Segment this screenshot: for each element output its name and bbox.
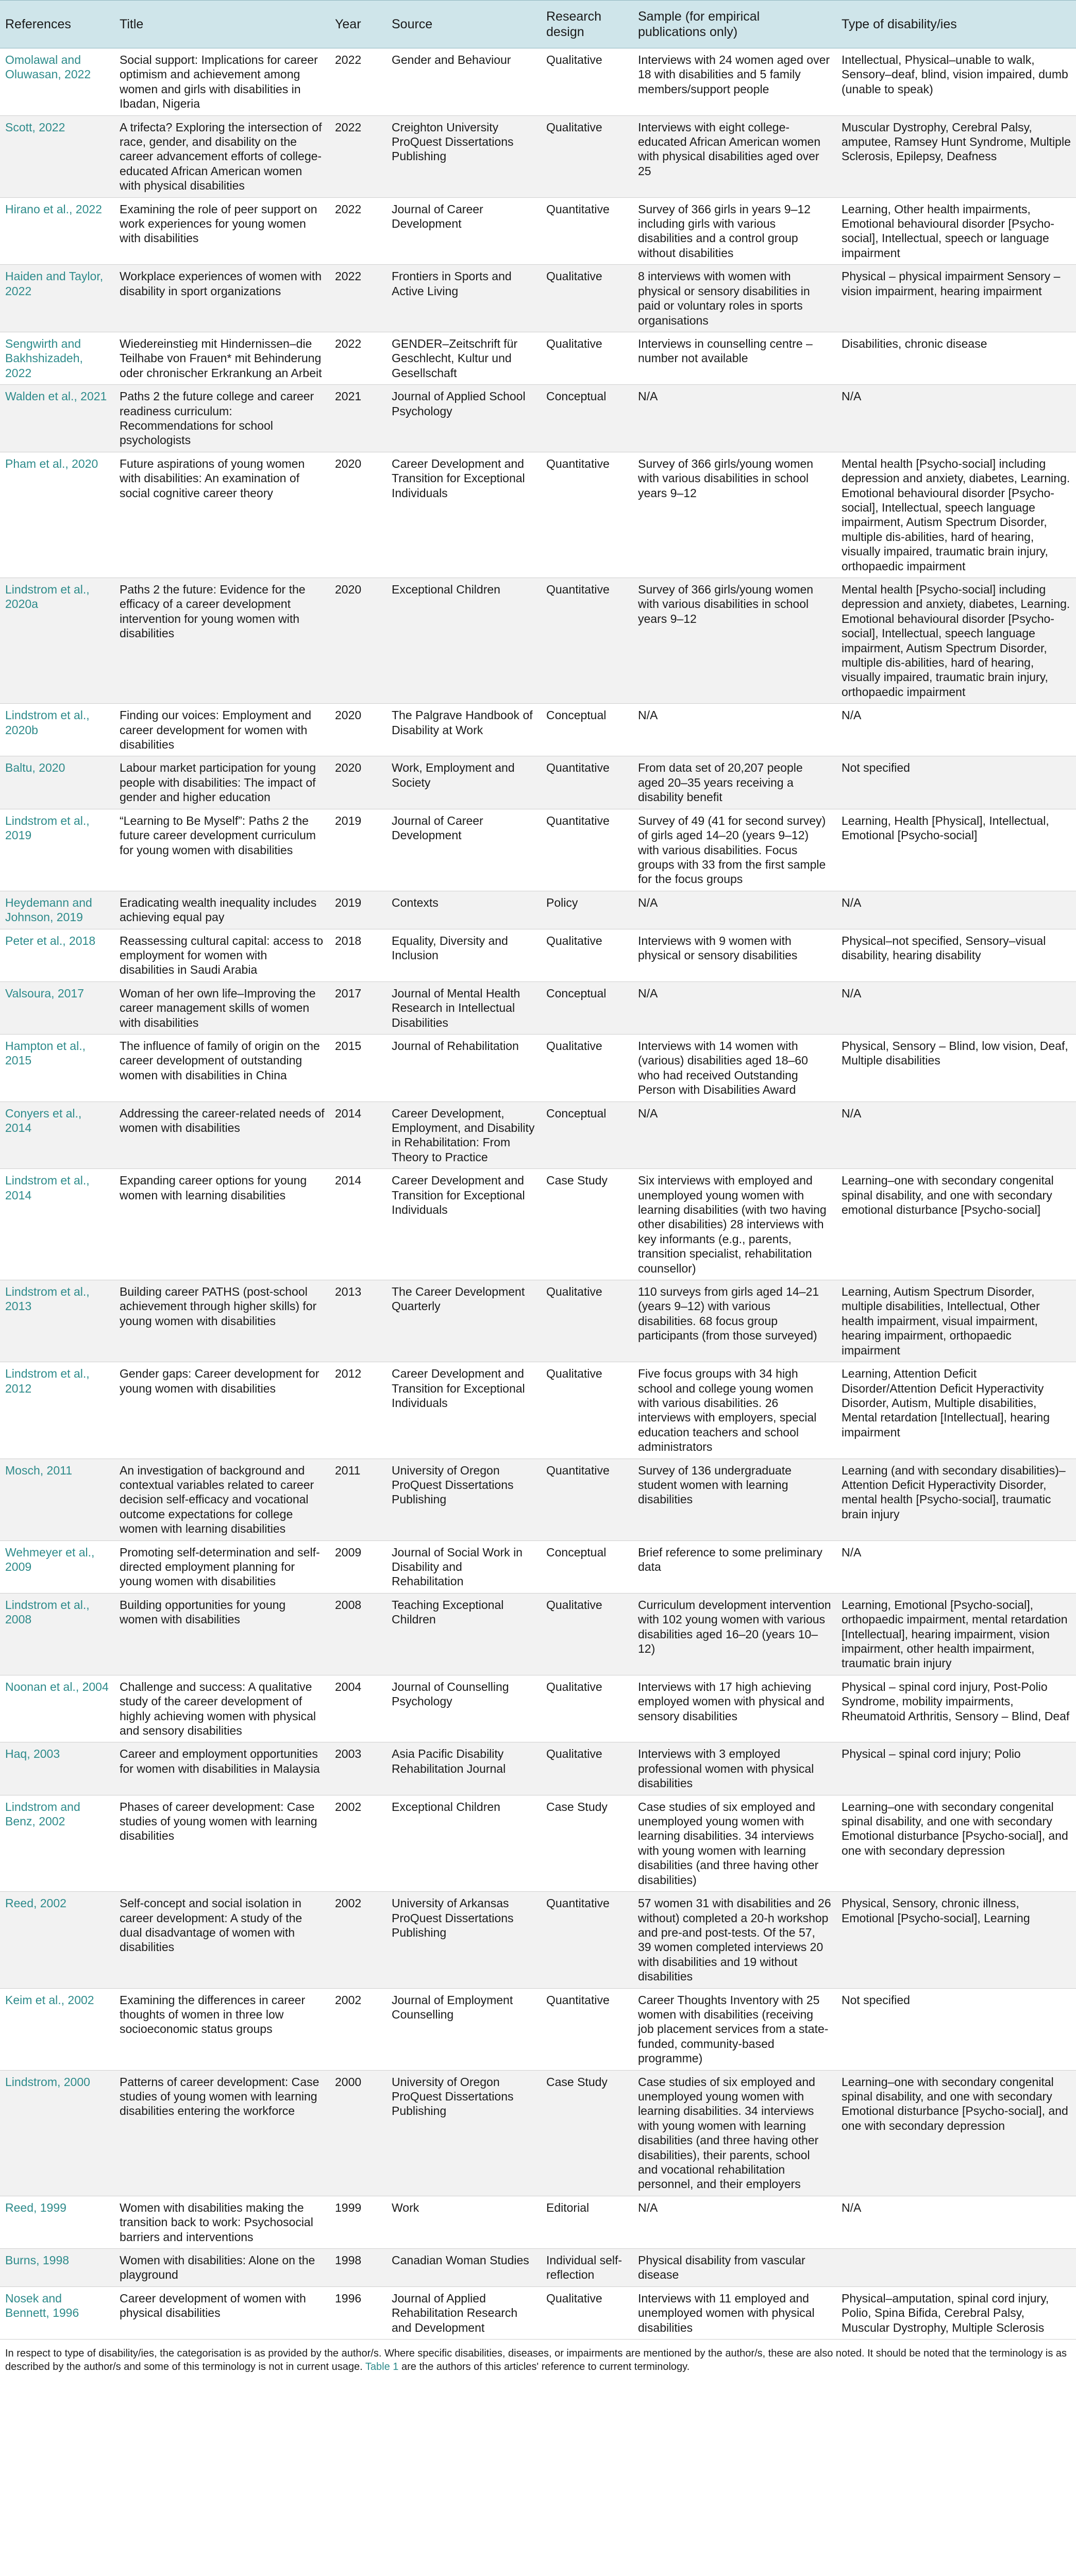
- cell-disability-type: Physical – spinal cord injury; Polio: [836, 1742, 1076, 1795]
- cell-year: 1999: [330, 2196, 386, 2248]
- cell-disability-type: Learning, Other health impairments, Emotional behavioural disorder [Psycho-social], Intellectual, speech or language impairment: [836, 197, 1076, 265]
- cell-sample: Survey of 49 (41 for second survey) of girls aged 14–20 (years 9–12) with various disabilities. Focus groups with 33 from the first sample for the focus groups: [633, 809, 836, 891]
- cell-sample: Interviews with 17 high achieving employed women with physical and sensory disabilities: [633, 1675, 836, 1742]
- cell-reference[interactable]: Pham et al., 2020: [0, 452, 114, 578]
- cell-reference[interactable]: Lindstrom et al., 2012: [0, 1362, 114, 1459]
- cell-research-design: Qualitative: [541, 1034, 633, 1101]
- cell-disability-type: N/A: [836, 891, 1076, 929]
- cell-sample: Survey of 366 girls in years 9–12 including girls with various disabilities and a control group without disabilities: [633, 197, 836, 265]
- cell-title: The influence of family of origin on the career development of outstanding women with disabilities in China: [114, 1034, 330, 1101]
- cell-sample: Survey of 136 undergraduate student women with learning disabilities: [633, 1459, 836, 1540]
- cell-source: Work, Employment and Society: [386, 756, 541, 809]
- cell-disability-type: Learning, Health [Physical], Intellectual, Emotional [Psycho-social]: [836, 809, 1076, 891]
- cell-source: Career Development and Transition for Exceptional Individuals: [386, 1169, 541, 1280]
- cell-research-design: Editorial: [541, 2196, 633, 2248]
- cell-year: 2022: [330, 332, 386, 384]
- cell-source: Journal of Career Development: [386, 197, 541, 265]
- cell-title: Women with disabilities making the transition back to work: Psychosocial barriers and interventions: [114, 2196, 330, 2248]
- table-row: [0, 1034, 1076, 1101]
- cell-sample: 8 interviews with women with physical or sensory disabilities in paid or voluntary roles in sports organisations: [633, 265, 836, 332]
- cell-year: 2002: [330, 1795, 386, 1891]
- cell-reference[interactable]: Noonan et al., 2004: [0, 1675, 114, 1742]
- cell-source: The Palgrave Handbook of Disability at Work: [386, 704, 541, 756]
- footnote-text-1: In respect to type of disability/ies, the categorisation is as provided by the author/s. Where specific disabilities, diseases, or impairments are mentioned by the author/s, these are also noted. It should be noted that the terminology is as described by the author/s and some of this terminology is not in current usage.: [5, 2348, 1067, 2373]
- cell-reference[interactable]: Reed, 2002: [0, 1892, 114, 1988]
- cell-source: Career Development and Transition for Exceptional Individuals: [386, 1362, 541, 1459]
- cell-reference[interactable]: Lindstrom et al., 2020a: [0, 578, 114, 704]
- table-row: [0, 1101, 1076, 1169]
- cell-disability-type: Physical, Sensory – Blind, low vision, Deaf, Multiple disabilities: [836, 1034, 1076, 1101]
- table-row: [0, 2070, 1076, 2196]
- table-row: [0, 578, 1076, 704]
- cell-source: Gender and Behaviour: [386, 48, 541, 116]
- table-row: [0, 332, 1076, 384]
- cell-sample: Five focus groups with 34 high school and college young women with various disabilities. 26 interviews with employers, special education teachers and school administrators: [633, 1362, 836, 1459]
- cell-research-design: Policy: [541, 891, 633, 929]
- cell-research-design: Conceptual: [541, 704, 633, 756]
- cell-disability-type: Disabilities, chronic disease: [836, 332, 1076, 384]
- cell-reference[interactable]: Hampton et al., 2015: [0, 1034, 114, 1101]
- cell-disability-type: Physical – spinal cord injury, Post-Polio Syndrome, mobility impairments, Rheumatoid Arthritis, Sensory – Blind, Deaf: [836, 1675, 1076, 1742]
- cell-disability-type: Physical–amputation, spinal cord injury, Polio, Spina Bifida, Cerebral Palsy, Muscular Dystrophy, Multiple Sclerosis: [836, 2286, 1076, 2339]
- cell-disability-type: N/A: [836, 2196, 1076, 2248]
- cell-title: Career development of women with physical disabilities: [114, 2286, 330, 2339]
- table-row: [0, 1675, 1076, 1742]
- cell-disability-type: Not specified: [836, 1988, 1076, 2070]
- cell-research-design: Conceptual: [541, 1101, 633, 1169]
- table-row: [0, 115, 1076, 197]
- cell-title: Workplace experiences of women with disability in sport organizations: [114, 265, 330, 332]
- cell-sample: Interviews in counselling centre – number not available: [633, 332, 836, 384]
- cell-title: Challenge and success: A qualitative study of the career development of highly achieving women with physical and sensory disabilities: [114, 1675, 330, 1742]
- cell-research-design: Quantitative: [541, 1892, 633, 1988]
- cell-sample: N/A: [633, 1101, 836, 1169]
- table-row: [0, 1593, 1076, 1675]
- cell-year: 2022: [330, 265, 386, 332]
- table-row: [0, 1169, 1076, 1280]
- cell-title: Addressing the career-related needs of women with disabilities: [114, 1101, 330, 1169]
- cell-sample: 110 surveys from girls aged 14–21 (years 9–12) with various disabilities. 68 focus group participants (from those surveyed): [633, 1280, 836, 1362]
- cell-year: 2020: [330, 452, 386, 578]
- cell-source: Frontiers in Sports and Active Living: [386, 265, 541, 332]
- cell-source: Career Development, Employment, and Disability in Rehabilitation: From Theory to Practice: [386, 1101, 541, 1169]
- cell-sample: 57 women 31 with disabilities and 26 without) completed a 20-h workshop and pre-and post-tests. Of the 57, 39 women completed interviews 20 with disabilities and 19 without disabilities: [633, 1892, 836, 1988]
- cell-source: Equality, Diversity and Inclusion: [386, 929, 541, 981]
- table-row: [0, 929, 1076, 981]
- cell-reference[interactable]: Haiden and Taylor, 2022: [0, 265, 114, 332]
- cell-source: Creighton University ProQuest Dissertations Publishing: [386, 115, 541, 197]
- table-row: [0, 2249, 1076, 2287]
- cell-disability-type: Physical – physical impairment Sensory – vision impairment, hearing impairment: [836, 265, 1076, 332]
- cell-reference[interactable]: Sengwirth and Bakhshizadeh, 2022: [0, 332, 114, 384]
- cell-research-design: Quantitative: [541, 809, 633, 891]
- cell-year: 2000: [330, 2070, 386, 2196]
- cell-research-design: Qualitative: [541, 1675, 633, 1742]
- cell-title: Paths 2 the future: Evidence for the efficacy of a career development intervention for young women with disabilities: [114, 578, 330, 704]
- cell-source: Career Development and Transition for Exceptional Individuals: [386, 452, 541, 578]
- cell-disability-type: Muscular Dystrophy, Cerebral Palsy, amputee, Ramsey Hunt Syndrome, Multiple Sclerosis, Epilepsy, Deafness: [836, 115, 1076, 197]
- cell-source: Exceptional Children: [386, 578, 541, 704]
- cell-year: 2009: [330, 1540, 386, 1593]
- cell-title: An investigation of background and contextual variables related to career decision self-efficacy and vocational outcome expectations for college women with learning disabilities: [114, 1459, 330, 1540]
- cell-research-design: Quantitative: [541, 1988, 633, 2070]
- table-row: [0, 981, 1076, 1034]
- table-row: [0, 1280, 1076, 1362]
- cell-research-design: Case Study: [541, 2070, 633, 2196]
- table-row: [0, 1988, 1076, 2070]
- cell-disability-type: N/A: [836, 704, 1076, 756]
- cell-disability-type: Learning, Attention Deficit Disorder/Attention Deficit Hyperactivity Disorder, Autism, Multiple disabilities, Mental retardation [Intellectual], hearing impairment: [836, 1362, 1076, 1459]
- table-row: [0, 1742, 1076, 1795]
- table-body: [0, 48, 1076, 2340]
- cell-source: Journal of Social Work in Disability and Rehabilitation: [386, 1540, 541, 1593]
- cell-title: Career and employment opportunities for women with disabilities in Malaysia: [114, 1742, 330, 1795]
- cell-research-design: Individual self-reflection: [541, 2249, 633, 2287]
- cell-sample: N/A: [633, 981, 836, 1034]
- cell-year: 2019: [330, 809, 386, 891]
- cell-year: 2012: [330, 1362, 386, 1459]
- cell-source: Journal of Applied Rehabilitation Research and Development: [386, 2286, 541, 2339]
- cell-research-design: Qualitative: [541, 1593, 633, 1675]
- cell-reference[interactable]: Mosch, 2011: [0, 1459, 114, 1540]
- cell-sample: Brief reference to some preliminary data: [633, 1540, 836, 1593]
- cell-reference[interactable]: Heydemann and Johnson, 2019: [0, 891, 114, 929]
- cell-research-design: Qualitative: [541, 1362, 633, 1459]
- cell-title: Woman of her own life–Improving the career management skills of women with disabilities: [114, 981, 330, 1034]
- cell-research-design: Qualitative: [541, 48, 633, 116]
- cell-year: 2014: [330, 1169, 386, 1280]
- cell-year: 2008: [330, 1593, 386, 1675]
- cell-source: University of Oregon ProQuest Dissertations Publishing: [386, 2070, 541, 2196]
- cell-reference[interactable]: Lindstrom et al., 2008: [0, 1593, 114, 1675]
- cell-title: Social support: Implications for career optimism and achievement among women and girls with disabilities in Ibadan, Nigeria: [114, 48, 330, 116]
- cell-source: Teaching Exceptional Children: [386, 1593, 541, 1675]
- cell-year: 2021: [330, 385, 386, 452]
- cell-research-design: Qualitative: [541, 1742, 633, 1795]
- cell-reference[interactable]: Burns, 1998: [0, 2249, 114, 2287]
- cell-reference[interactable]: Scott, 2022: [0, 115, 114, 197]
- cell-research-design: Qualitative: [541, 929, 633, 981]
- cell-year: 2002: [330, 1892, 386, 1988]
- cell-source: Journal of Career Development: [386, 809, 541, 891]
- cell-title: Phases of career development: Case studies of young women with learning disabilities: [114, 1795, 330, 1891]
- cell-disability-type: Learning, Emotional [Psycho-social], orthopaedic impairment, mental retardation [Intellectual], hearing impairment, vision impairment, other health impairment, traumatic brain injury: [836, 1593, 1076, 1675]
- table-header-row: [0, 1, 1076, 48]
- cell-title: Building career PATHS (post-school achievement through higher skills) for young women with disabilities: [114, 1280, 330, 1362]
- cell-disability-type: Physical–not specified, Sensory–visual disability, hearing disability: [836, 929, 1076, 981]
- cell-year: 2020: [330, 578, 386, 704]
- cell-title: Examining the role of peer support on work experiences for young women with disabilities: [114, 197, 330, 265]
- cell-research-design: Case Study: [541, 1795, 633, 1891]
- cell-reference[interactable]: Walden et al., 2021: [0, 385, 114, 452]
- cell-year: 2013: [330, 1280, 386, 1362]
- cell-research-design: Quantitative: [541, 578, 633, 704]
- table-row: [0, 265, 1076, 332]
- table-row: [0, 1362, 1076, 1459]
- cell-disability-type: Learning, Autism Spectrum Disorder, multiple disabilities, Intellectual, Other health impairment, visual impairment, hearing impairment, orthopaedic impairment: [836, 1280, 1076, 1362]
- cell-research-design: Quantitative: [541, 1459, 633, 1540]
- cell-sample: Interviews with eight college-educated African American women with physical disabilities aged over 25: [633, 115, 836, 197]
- cell-source: Journal of Employment Counselling: [386, 1988, 541, 2070]
- cell-title: Self-concept and social isolation in career development: A study of the dual disadvantage of women with disabilities: [114, 1892, 330, 1988]
- cell-disability-type: N/A: [836, 1540, 1076, 1593]
- cell-sample: Interviews with 14 women with (various) disabilities aged 18–60 who had received Outstanding Person with Disabilities Award: [633, 1034, 836, 1101]
- cell-title: Women with disabilities: Alone on the playground: [114, 2249, 330, 2287]
- cell-source: Asia Pacific Disability Rehabilitation Journal: [386, 1742, 541, 1795]
- cell-reference[interactable]: Lindstrom et al., 2013: [0, 1280, 114, 1362]
- cell-source: Journal of Mental Health Research in Intellectual Disabilities: [386, 981, 541, 1034]
- cell-source: The Career Development Quarterly: [386, 1280, 541, 1362]
- cell-year: 2022: [330, 115, 386, 197]
- cell-research-design: Conceptual: [541, 1540, 633, 1593]
- cell-year: 2003: [330, 1742, 386, 1795]
- table-row: [0, 756, 1076, 809]
- cell-reference[interactable]: Haq, 2003: [0, 1742, 114, 1795]
- cell-research-design: Quantitative: [541, 452, 633, 578]
- header-year: Year: [330, 1, 386, 48]
- cell-disability-type: Learning–one with secondary congenital spinal disability, and one with secondary Emotional disturbance [Psycho-social], and one with secondary depression: [836, 2070, 1076, 2196]
- table-row: [0, 891, 1076, 929]
- cell-reference[interactable]: Lindstrom et al., 2014: [0, 1169, 114, 1280]
- table-row: [0, 704, 1076, 756]
- cell-reference[interactable]: Wehmeyer et al., 2009: [0, 1540, 114, 1593]
- cell-sample: Interviews with 24 women aged over 18 with disabilities and 5 family members/support people: [633, 48, 836, 116]
- cell-source: Canadian Woman Studies: [386, 2249, 541, 2287]
- cell-source: Journal of Rehabilitation: [386, 1034, 541, 1101]
- cell-disability-type: [836, 2249, 1076, 2287]
- header-references: References: [0, 1, 114, 48]
- cell-sample: Case studies of six employed and unemployed young women with learning disabilities. 34 interviews with young women with learning disabilities (and three having other disabilities), their parents, school and vocational rehabilitation personnel, and their employers: [633, 2070, 836, 2196]
- cell-sample: Curriculum development intervention with 102 young women with various disabilities aged 16–20 (years 10–12): [633, 1593, 836, 1675]
- cell-disability-type: N/A: [836, 1101, 1076, 1169]
- cell-reference[interactable]: Nosek and Bennett, 1996: [0, 2286, 114, 2339]
- footnote-text-2: are the authors of this articles' reference to current terminology.: [401, 2361, 690, 2373]
- cell-source: GENDER–Zeitschrift für Geschlecht, Kultur und Gesellschaft: [386, 332, 541, 384]
- table-row: [0, 2286, 1076, 2339]
- table-row: [0, 809, 1076, 891]
- cell-research-design: Qualitative: [541, 1280, 633, 1362]
- cell-reference[interactable]: Keim et al., 2002: [0, 1988, 114, 2070]
- cell-year: 2011: [330, 1459, 386, 1540]
- cell-source: Journal of Counselling Psychology: [386, 1675, 541, 1742]
- cell-title: Patterns of career development: Case studies of young women with learning disabilities entering the workforce: [114, 2070, 330, 2196]
- cell-sample: Interviews with 3 employed professional women with physical disabilities: [633, 1742, 836, 1795]
- cell-research-design: Conceptual: [541, 385, 633, 452]
- table-footnote: [0, 2340, 1076, 2374]
- header-source: Source: [386, 1, 541, 48]
- cell-research-design: Qualitative: [541, 115, 633, 197]
- table-row: [0, 1795, 1076, 1891]
- table-row: [0, 1892, 1076, 1988]
- header-sample: Sample (for empirical publications only): [633, 1, 836, 48]
- cell-disability-type: Learning–one with secondary congenital spinal disability, and one with secondary Emotional disturbance [Psycho-social], and one with secondary depression: [836, 1795, 1076, 1891]
- cell-research-design: Qualitative: [541, 2286, 633, 2339]
- cell-title: Paths 2 the future college and career readiness curriculum: Recommendations for school psychologists: [114, 385, 330, 452]
- cell-disability-type: Learning–one with secondary congenital spinal disability, and one with secondary emotional disturbance [Psycho-social]: [836, 1169, 1076, 1280]
- cell-sample: N/A: [633, 385, 836, 452]
- cell-title: “Learning to Be Myself”: Paths 2 the future career development curriculum for young women with disabilities: [114, 809, 330, 891]
- cell-title: Labour market participation for young people with disabilities: The impact of gender and higher education: [114, 756, 330, 809]
- cell-year: 2014: [330, 1101, 386, 1169]
- cell-title: Reassessing cultural capital: access to employment for women with disabilities in Saudi Arabia: [114, 929, 330, 981]
- cell-year: 2022: [330, 48, 386, 116]
- cell-year: 2022: [330, 197, 386, 265]
- cell-reference[interactable]: Valsoura, 2017: [0, 981, 114, 1034]
- cell-year: 2004: [330, 1675, 386, 1742]
- cell-sample: Case studies of six employed and unemployed young women with learning disabilities. 34 interviews with young women with learning disabilities (and three having other disabilities): [633, 1795, 836, 1891]
- cell-year: 2015: [330, 1034, 386, 1101]
- cell-reference[interactable]: Conyers et al., 2014: [0, 1101, 114, 1169]
- cell-disability-type: Mental health [Psycho-social] including depression and anxiety, diabetes, Learning. Emotional behavioural disorder [Psycho-social], Intellectual, speech language impairment, Autism Spectrum Disorder, multiple dis-abilities, hard of hearing, visually impaired, traumatic brain injury, orthopaedic impairment: [836, 578, 1076, 704]
- cell-disability-type: Mental health [Psycho-social] including depression and anxiety, diabetes, Learning. Emotional behavioural disorder [Psycho-social], Intellectual, speech language impairment, Autism Spectrum Disorder, multiple dis-abilities, hard of hearing, visually impaired, traumatic brain injury, orthopaedic impairment: [836, 452, 1076, 578]
- cell-disability-type: Not specified: [836, 756, 1076, 809]
- cell-sample: Physical disability from vascular disease: [633, 2249, 836, 2287]
- cell-year: 2020: [330, 756, 386, 809]
- table-row: [0, 197, 1076, 265]
- cell-title: Future aspirations of young women with disabilities: An examination of social cognitive career theory: [114, 452, 330, 578]
- cell-source: University of Arkansas ProQuest Dissertations Publishing: [386, 1892, 541, 1988]
- cell-disability-type: N/A: [836, 385, 1076, 452]
- cell-disability-type: N/A: [836, 981, 1076, 1034]
- cell-title: Examining the differences in career thoughts of women in three low socioeconomic status groups: [114, 1988, 330, 2070]
- table-row: [0, 1459, 1076, 1540]
- cell-source: Work: [386, 2196, 541, 2248]
- cell-source: Contexts: [386, 891, 541, 929]
- table-row: [0, 2196, 1076, 2248]
- cell-title: Building opportunities for young women with disabilities: [114, 1593, 330, 1675]
- cell-title: A trifecta? Exploring the intersection of race, gender, and disability on the career advancement efforts of college-educated African American women with physical disabilities: [114, 115, 330, 197]
- cell-sample: Survey of 366 girls/young women with various disabilities in school years 9–12: [633, 578, 836, 704]
- cell-title: Finding our voices: Employment and career development for women with disabilities: [114, 704, 330, 756]
- cell-reference[interactable]: Omolawal and Oluwasan, 2022: [0, 48, 114, 116]
- cell-disability-type: Learning (and with secondary disabilities)–Attention Deficit Hyperactivity Disorder, mental health [Psycho-social], traumatic brain injury: [836, 1459, 1076, 1540]
- table-row: [0, 1540, 1076, 1593]
- cell-title: Eradicating wealth inequality includes achieving equal pay: [114, 891, 330, 929]
- cell-year: 1998: [330, 2249, 386, 2287]
- cell-reference[interactable]: Lindstrom and Benz, 2002: [0, 1795, 114, 1891]
- cell-research-design: Quantitative: [541, 197, 633, 265]
- cell-title: Wiedereinstieg mit Hindernissen–die Teilhabe von Frauen* mit Behinderung oder chronischer Erkrankung an Arbeit: [114, 332, 330, 384]
- cell-source: Exceptional Children: [386, 1795, 541, 1891]
- cell-disability-type: Intellectual, Physical–unable to walk, Sensory–deaf, blind, vision impaired, dumb (unable to speak): [836, 48, 1076, 116]
- cell-research-design: Case Study: [541, 1169, 633, 1280]
- cell-year: 2018: [330, 929, 386, 981]
- cell-reference[interactable]: Lindstrom et al., 2019: [0, 809, 114, 891]
- cell-reference[interactable]: Reed, 1999: [0, 2196, 114, 2248]
- header-disability-type: Type of disability/ies: [836, 1, 1076, 48]
- cell-research-design: Quantitative: [541, 756, 633, 809]
- cell-reference[interactable]: Hirano et al., 2022: [0, 197, 114, 265]
- cell-source: University of Oregon ProQuest Dissertations Publishing: [386, 1459, 541, 1540]
- cell-sample: N/A: [633, 2196, 836, 2248]
- cell-title: Gender gaps: Career development for young women with disabilities: [114, 1362, 330, 1459]
- cell-year: 1996: [330, 2286, 386, 2339]
- cell-title: Expanding career options for young women with learning disabilities: [114, 1169, 330, 1280]
- cell-sample: Interviews with 9 women with physical or sensory disabilities: [633, 929, 836, 981]
- footnote-table-link[interactable]: Table 1: [365, 2361, 399, 2373]
- cell-reference[interactable]: Lindstrom, 2000: [0, 2070, 114, 2196]
- cell-sample: Interviews with 11 employed and unemployed women with physical disabilities: [633, 2286, 836, 2339]
- cell-sample: Six interviews with employed and unemployed young women with learning disabilities (with two having other disabilities) 28 interviews with key informants (e.g., parents, transition specialist, rehabilitation counsellor): [633, 1169, 836, 1280]
- cell-reference[interactable]: Baltu, 2020: [0, 756, 114, 809]
- table-row: [0, 385, 1076, 452]
- cell-disability-type: Physical, Sensory, chronic illness, Emotional [Psycho-social], Learning: [836, 1892, 1076, 1988]
- cell-sample: Survey of 366 girls/young women with various disabilities in school years 9–12: [633, 452, 836, 578]
- cell-year: 2002: [330, 1988, 386, 2070]
- cell-research-design: Conceptual: [541, 981, 633, 1034]
- cell-reference[interactable]: Peter et al., 2018: [0, 929, 114, 981]
- cell-source: Journal of Applied School Psychology: [386, 385, 541, 452]
- cell-sample: N/A: [633, 704, 836, 756]
- table-row: [0, 48, 1076, 116]
- header-title: Title: [114, 1, 330, 48]
- cell-research-design: Qualitative: [541, 265, 633, 332]
- cell-research-design: Qualitative: [541, 332, 633, 384]
- table-row: [0, 452, 1076, 578]
- cell-year: 2019: [330, 891, 386, 929]
- cell-sample: Career Thoughts Inventory with 25 women with disabilities (receiving job placement services from a state-funded, community-based programme): [633, 1988, 836, 2070]
- cell-sample: From data set of 20,207 people aged 20–35 years receiving a disability benefit: [633, 756, 836, 809]
- cell-year: 2017: [330, 981, 386, 1034]
- cell-reference[interactable]: Lindstrom et al., 2020b: [0, 704, 114, 756]
- cell-title: Promoting self-determination and self-directed employment planning for young women with disabilities: [114, 1540, 330, 1593]
- header-research-design: Research design: [541, 1, 633, 48]
- cell-sample: N/A: [633, 891, 836, 929]
- cell-year: 2020: [330, 704, 386, 756]
